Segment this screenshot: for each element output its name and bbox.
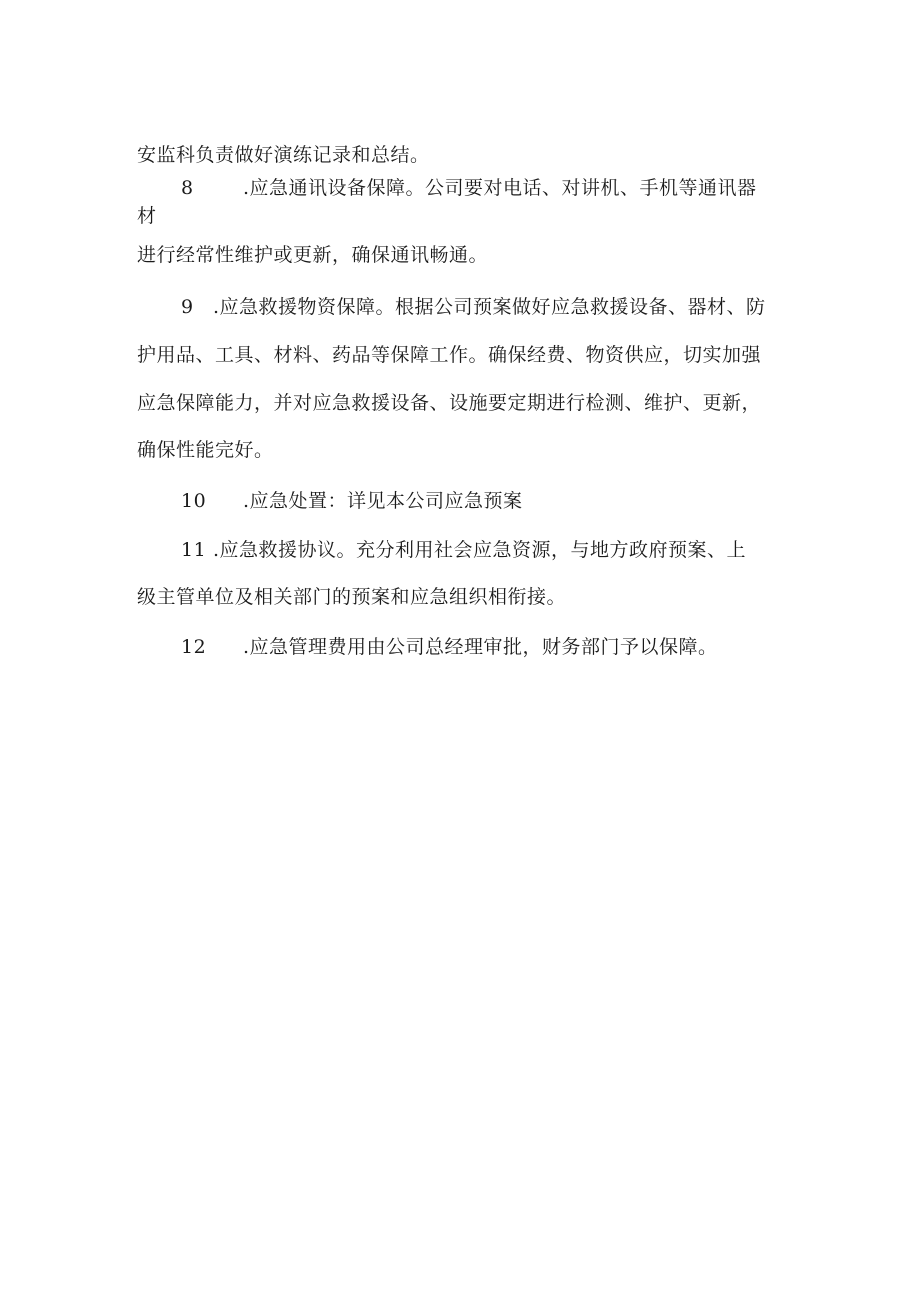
item-text: .应急救援物资保障。根据公司预案做好应急救援设备、器材、防	[213, 296, 766, 318]
item-number: 11	[181, 539, 207, 561]
item-number: 9	[181, 296, 194, 318]
item-number: 12	[181, 636, 207, 658]
item-8-line-3: 进行经常性维护或更新，确保通讯畅通。	[137, 244, 489, 266]
item-8-line-2: 材	[137, 205, 157, 227]
item-text: .应急管理费用由公司总经理审批，财务部门予以保障。	[243, 636, 718, 658]
text-line: 安监科负责做好演练记录和总结。	[137, 144, 430, 166]
item-text: .应急处置：详见本公司应急预案	[243, 490, 523, 512]
item-11-line-2: 级主管单位及相关部门的预案和应急组织相衔接。	[137, 586, 567, 608]
item-10-line	[181, 489, 523, 513]
item-number: 10	[181, 490, 207, 512]
item-9-line-3: 应急保障能力，并对应急救援设备、设施要定期进行检测、维护、更新，	[137, 392, 762, 414]
item-8-line-1	[181, 176, 757, 200]
item-9-line-4: 确保性能完好。	[137, 439, 274, 461]
item-9-line-2: 护用品、工具、材料、药品等保障工作。确保经费、物资供应，切实加强	[137, 344, 762, 366]
item-11-line-1	[181, 538, 746, 562]
item-text: .应急通讯设备保障。公司要对电话、对讲机、手机等通讯器	[243, 177, 757, 199]
item-text: .应急救援协议。充分利用社会应急资源，与地方政府预案、上	[213, 539, 747, 561]
item-12-line	[181, 635, 718, 659]
item-number: 8	[181, 177, 194, 199]
item-9-line-1	[181, 295, 766, 319]
